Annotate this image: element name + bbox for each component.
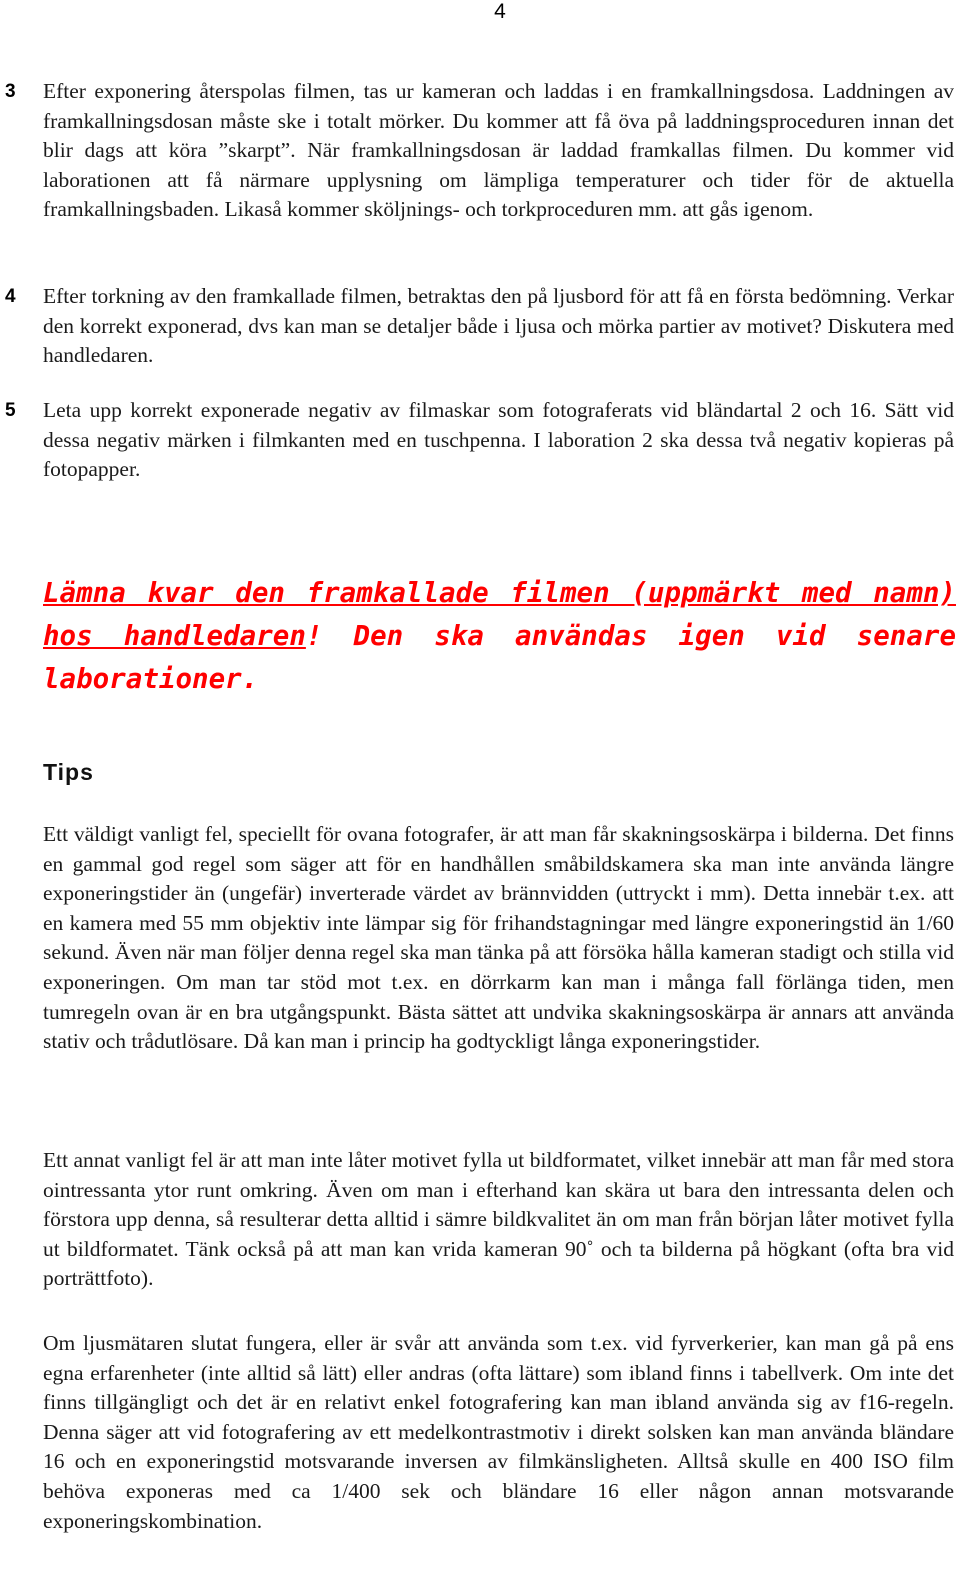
- tips-paragraph-1: Ett väldigt vanligt fel, speciellt för ovana fotografer, är att man får skakningsoskärpa i bilderna. Det finns en gammal god regel som säger att för en handhållen småbildskamera ska man inte använda längre exponeringstider än (ungefär) inverterade värdet av brännvidden (uttryckt i mm). Detta innebär t.ex. att en kamera med 55 mm objektiv inte lämpar sig för frihandstagningar med längre exponeringstid än 1/60 sekund. Även när man följer denna regel ska man tänka på att försöka hålla kameran stadigt och stilla vid exponeringen. Om man tar stöd mot t.ex. en dörrkarm kan man i många fall förlänga tiden, men tumregeln ovan är en bra utgångspunkt. Bästa sättet att undvika skakningsoskärpa är annars att använda stativ och trådutlösare. Då kan man i princip ha godtyckligt långa exponeringstider.: [43, 822, 954, 1054]
- step-text: Leta upp korrekt exponerade negativ av filmaskar som fotograferats vid bländartal 2 och 16. Sätt vid dessa negativ märken i filmkanten med en tuschpenna. I laboration 2 ska dessa två negativ kopieras på fotopapper.: [43, 398, 954, 482]
- return-film-notice: [43, 572, 956, 701]
- notice-text: ! Den ska användas igen vid senare laborationer.: [43, 620, 956, 695]
- step-number: 4: [5, 286, 16, 307]
- notice-underlined-text: Lämna kvar den framkallade filmen (uppmärkt med namn) hos handledaren: [43, 577, 956, 652]
- tips-paragraph-3: Om ljusmätaren slutat fungera, eller är svår att använda som t.ex. vid fyrverkerier, kan man gå på ens egna erfarenheter (inte alltid så lätt) eller andras (ofta lättare) som ibland finns i tabellverk. Om inte det finns tillgängligt och det är en relativt enkel fotografering kan man ibland använda sig av f16-regeln. Denna säger att vid fotografering av ett medelkontrastmotiv i direkt solsken kan man använda bländare 16 och en exponeringstid motsvarande inversen av filmkänsligheten. Alltså skulle en 400 ISO film behöva exponeras med ca 1/400 sek och bländare 16 eller någon annan motsvarande exponeringskombination.: [43, 1331, 954, 1533]
- step-number: 5: [5, 400, 16, 421]
- tips-paragraph-2: Ett annat vanligt fel är att man inte låter motivet fylla ut bildformatet, vilket innebär att man får med stora ointressanta ytor runt omkring. Även om man i efterhand kan skära ut bara den intressanta delen och förstora upp denna, så resulterar detta alltid i sämre bildkvalitet än om man från början låter motivet fylla ut bildformatet. Tänk också på att man kan vrida kameran 90˚ och ta bilderna på högkant (ofta bra vid porträttfoto).: [43, 1148, 954, 1291]
- step-number: 3: [5, 81, 16, 102]
- step-text: Efter torkning av den framkallade filmen, betraktas den på ljusbord för att få en första bedömning. Verkar den korrekt exponerad, dvs kan man se detaljer både i ljusa och mörka partier av motivet? Diskutera med handledaren.: [43, 284, 954, 368]
- tips-heading: Tips: [43, 759, 94, 785]
- page-number: 4: [494, 0, 506, 23]
- step-text: Efter exponering återspolas filmen, tas ur kameran och laddas i en framkallningsdosa. Laddningen av framkallningsdosan måste ske i totalt mörker. Du kommer att få öva på laddningsproceduren innan det blir dags att köra ”skarpt”. När framkallningsdosan är laddad framkallas filmen. Du kommer vid laborationen att få närmare upplysning om lämpliga temperaturer och tider för de aktuella framkallningsbaden. Likaså kommer sköljnings- och torkproceduren mm. att gås igenom.: [43, 79, 954, 222]
